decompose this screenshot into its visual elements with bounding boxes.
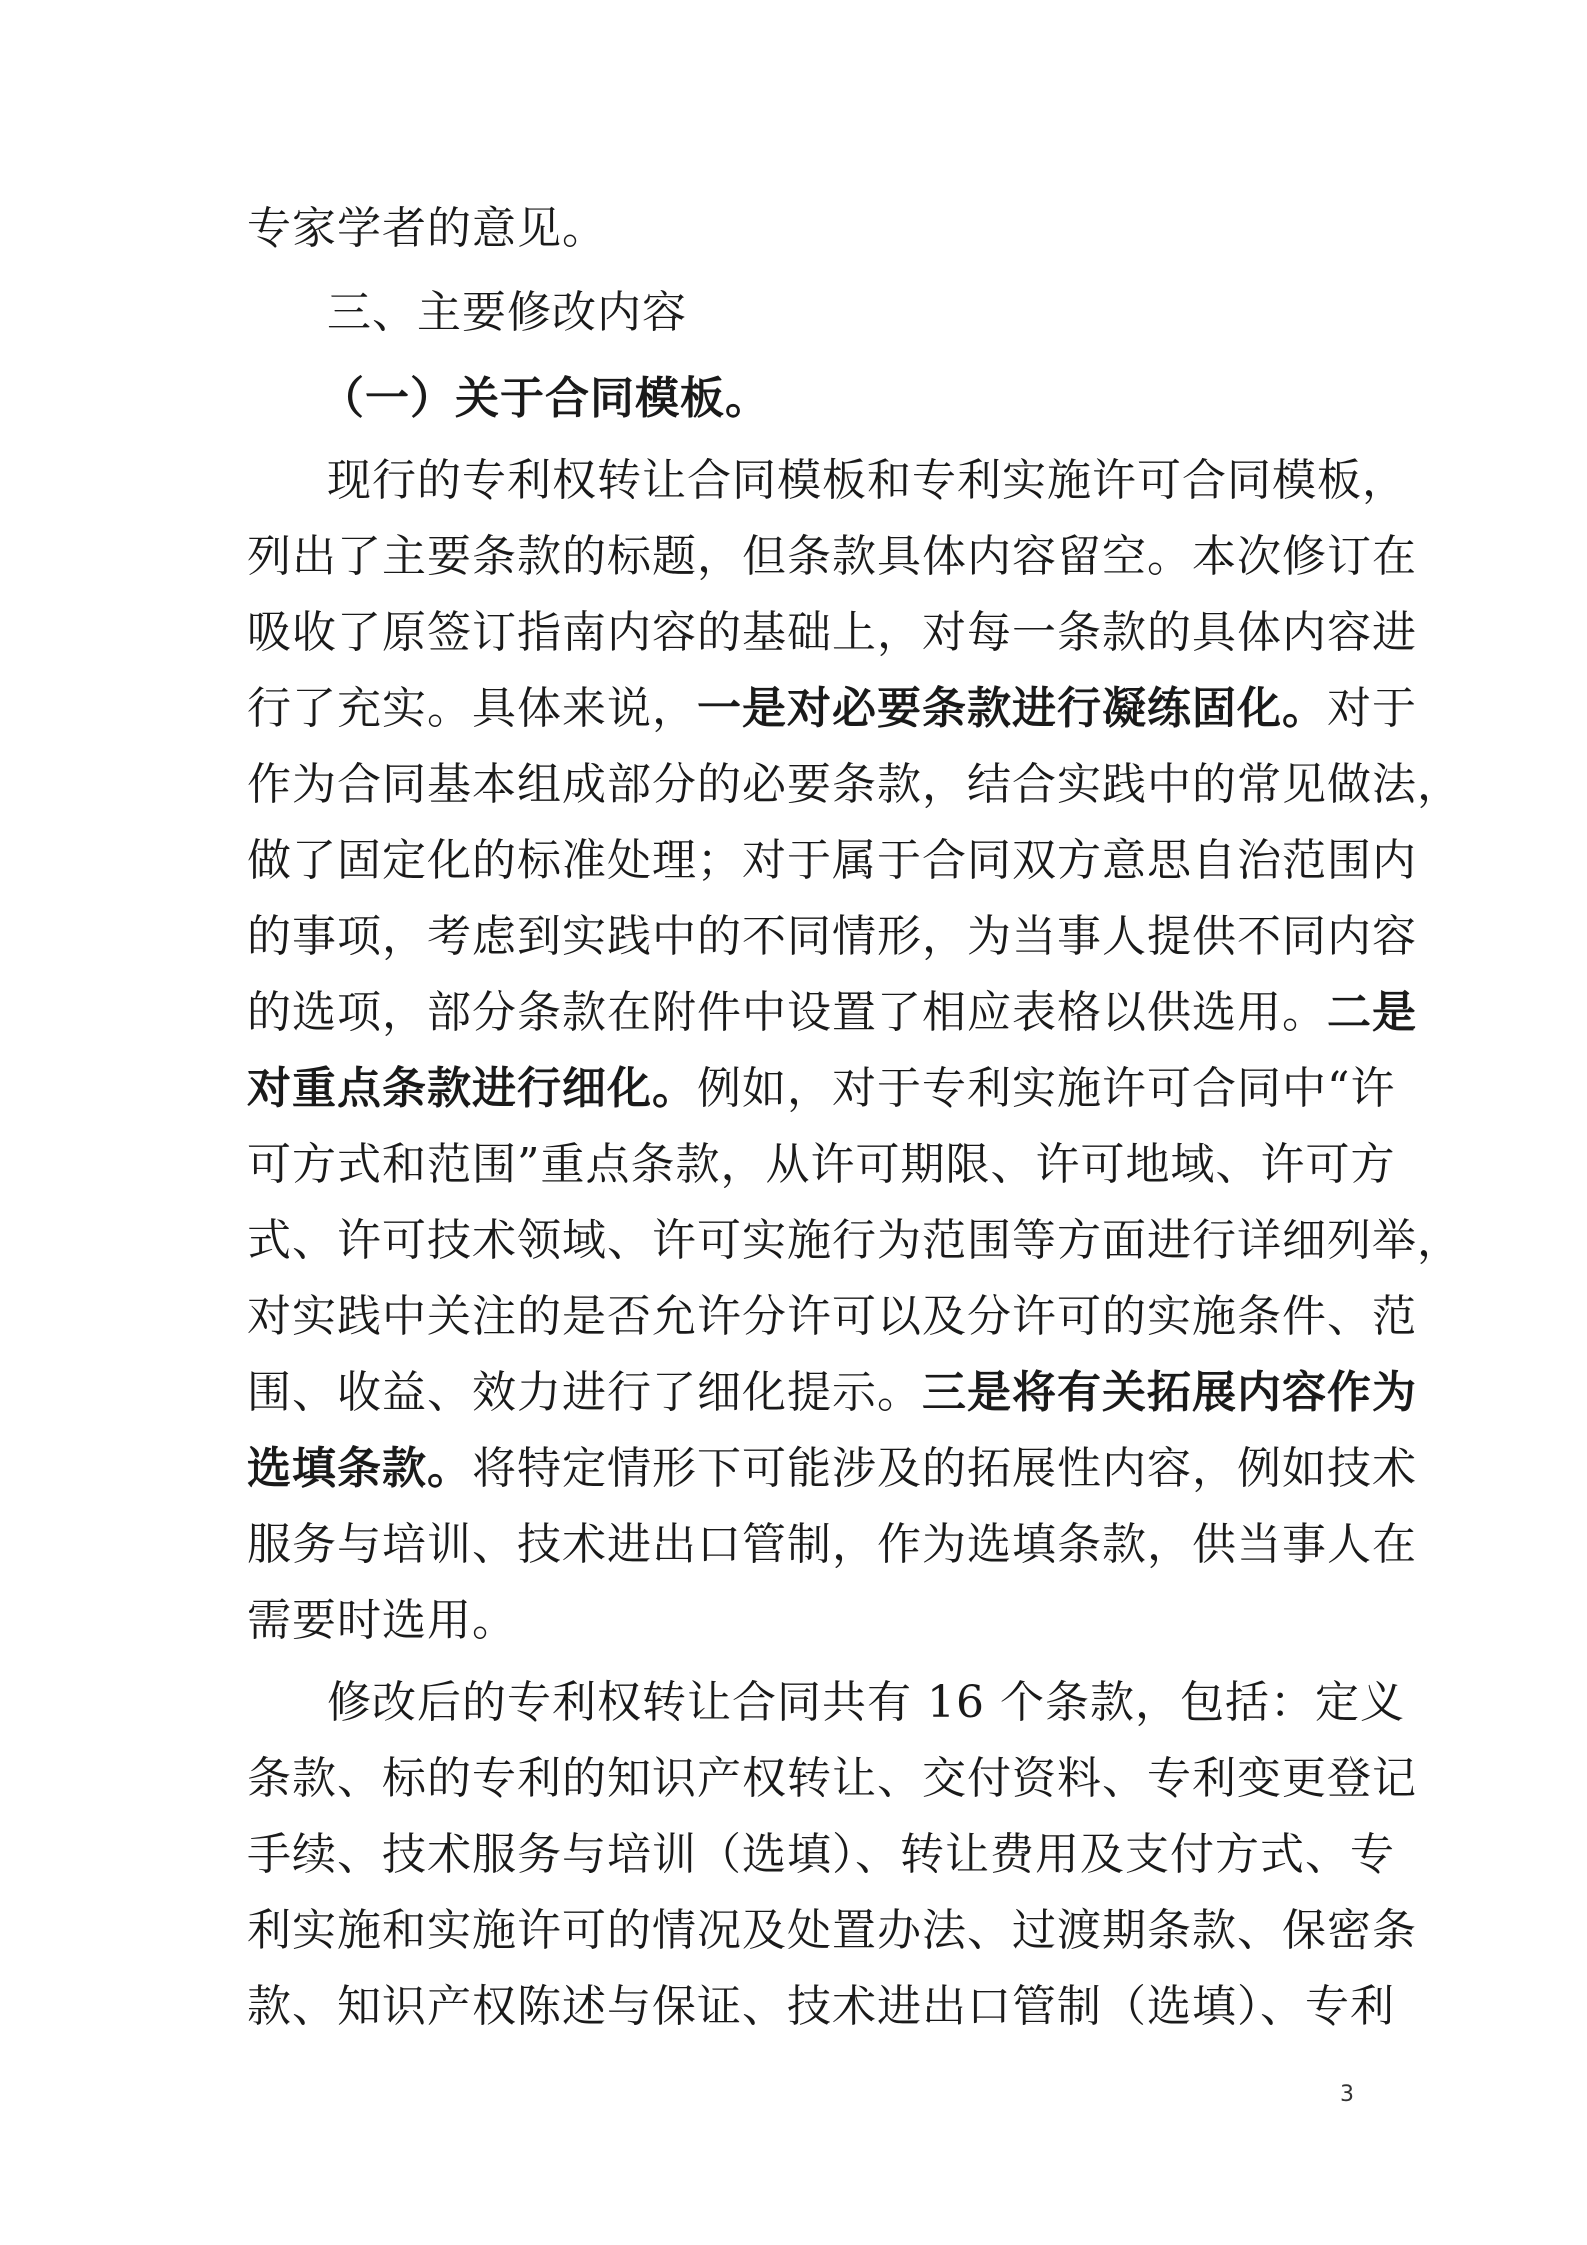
line-5-text: 列出了主要条款的标题，但条款具体内容留空。本次修订在 [247, 531, 1417, 582]
line-7-text-b: 一是对必要条款进行凝练固化。 [697, 683, 1327, 734]
paragraph-line-18 [247, 1514, 1417, 1576]
line-13-text: 可方式和范围”重点条款，从许可期限、许可地域、许可方 [247, 1139, 1396, 1190]
paragraph-line-13 [247, 1134, 1396, 1196]
paragraph-line-23 [247, 1900, 1417, 1962]
line-22-text: 手续、技术服务与培训（选填）、转让费用及支付方式、专 [247, 1829, 1395, 1880]
paragraph-line-10 [247, 906, 1417, 968]
subsection-heading-1 [320, 368, 770, 430]
line-9-text: 做了固定化的标准处理；对于属于合同双方意思自治范围内 [247, 835, 1417, 886]
paragraph-line-4 [327, 450, 1407, 512]
paragraph-line-1 [247, 198, 1357, 260]
paragraph-line-16 [247, 1362, 1417, 1424]
line-23-text: 利实施和实施许可的情况及处置办法、过渡期条款、保密条 [247, 1905, 1417, 1956]
line-24-text: 款、知识产权陈述与保证、技术进出口管制（选填）、专利 [247, 1981, 1395, 2032]
paragraph-line-21 [247, 1748, 1417, 1810]
paragraph-line-8 [247, 754, 1462, 816]
line-1-text: 专家学者的意见。 [247, 203, 607, 254]
line-11-text-a: 的选项，部分条款在附件中设置了相应表格以供选用。 [247, 987, 1327, 1038]
line-19-text: 需要时选用。 [247, 1595, 517, 1646]
paragraph-line-17 [247, 1438, 1417, 1500]
paragraph-line-20 [327, 1672, 1405, 1734]
line-11-text-b: 二是 [1327, 987, 1417, 1038]
paragraph-line-22 [247, 1824, 1395, 1886]
paragraph-line-15 [247, 1286, 1417, 1348]
paragraph-line-7 [247, 678, 1417, 740]
line-8-text: 作为合同基本组成部分的必要条款，结合实践中的常见做法， [247, 759, 1462, 810]
line-7-text-c: 对于 [1327, 683, 1417, 734]
paragraph-line-5 [247, 526, 1417, 588]
line-17-text-a: 选填条款。 [247, 1443, 472, 1494]
line-14-text: 式、许可技术领域、许可实施行为范围等方面进行详细列举， [247, 1215, 1462, 1266]
line-20-text: 修改后的专利权转让合同共有 16 个条款，包括：定义 [327, 1677, 1405, 1728]
paragraph-line-12 [247, 1058, 1396, 1120]
line-16-text-a: 围、收益、效力进行了细化提示。 [247, 1367, 922, 1418]
section-heading-text: 三、主要修改内容 [327, 287, 687, 338]
line-18-text: 服务与培训、技术进出口管制，作为选填条款，供当事人在 [247, 1519, 1417, 1570]
line-17-text-b: 将特定情形下可能涉及的拓展性内容，例如技术 [472, 1443, 1417, 1494]
paragraph-line-14 [247, 1210, 1462, 1272]
paragraph-line-9 [247, 830, 1417, 892]
line-6-text: 吸收了原签订指南内容的基础上，对每一条款的具体内容进 [247, 607, 1417, 658]
section-heading-3 [327, 282, 687, 344]
page-number: 3 [1340, 2082, 1354, 2107]
line-7-text-a: 行了充实。具体来说， [247, 683, 697, 734]
line-4-text: 现行的专利权转让合同模板和专利实施许可合同模板， [327, 455, 1407, 506]
line-16-text-b: 三是将有关拓展内容作为 [922, 1367, 1417, 1418]
line-12-text-b: 例如，对于专利实施许可合同中“许 [697, 1063, 1396, 1114]
line-10-text: 的事项，考虑到实践中的不同情形，为当事人提供不同内容 [247, 911, 1417, 962]
paragraph-line-6 [247, 602, 1417, 664]
line-15-text: 对实践中关注的是否允许分许可以及分许可的实施条件、范 [247, 1291, 1417, 1342]
subsection-heading-text: （一）关于合同模板。 [320, 373, 770, 424]
paragraph-line-19 [247, 1590, 1357, 1652]
paragraph-line-11 [247, 982, 1417, 1044]
paragraph-line-24 [247, 1976, 1395, 2038]
line-21-text: 条款、标的专利的知识产权转让、交付资料、专利变更登记 [247, 1753, 1417, 1804]
line-12-text-a: 对重点条款进行细化。 [247, 1063, 697, 1114]
